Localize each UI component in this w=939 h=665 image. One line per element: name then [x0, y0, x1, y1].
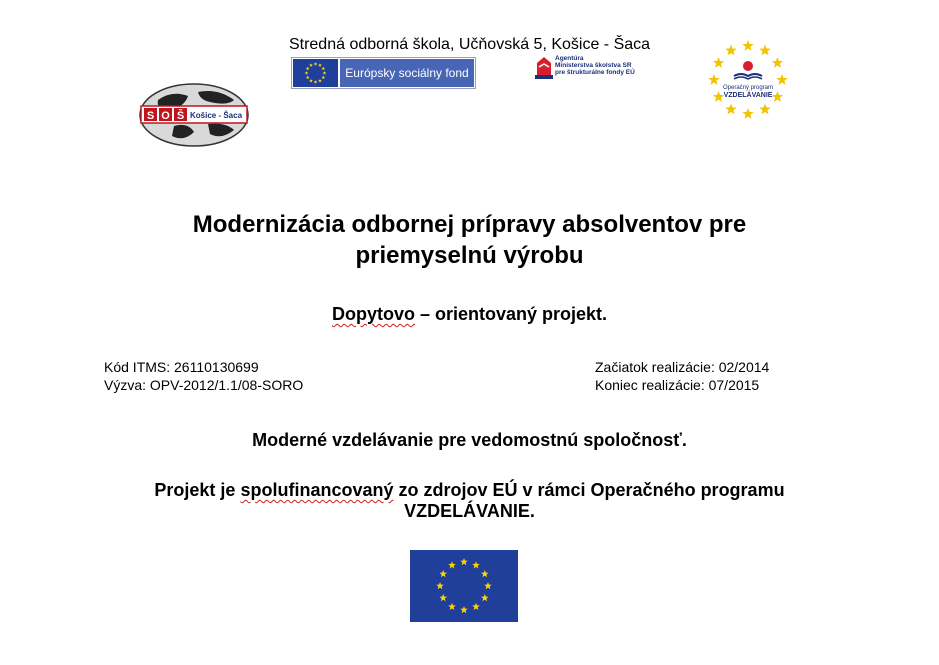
- op-star-icon: [725, 103, 736, 114]
- eu-flag-icon: [410, 550, 518, 622]
- logo-letter-o: O: [161, 110, 170, 122]
- funding-line-2: VZDELÁVANIE.: [404, 501, 535, 521]
- esf-star-icon: [314, 62, 318, 66]
- esf-star-icon: [318, 79, 322, 83]
- esf-star-icon: [318, 63, 322, 67]
- esf-logo: [291, 57, 476, 89]
- funding-part-1: Projekt je: [154, 480, 241, 500]
- esf-star-icon: [321, 76, 325, 80]
- project-subtitle: [0, 304, 939, 325]
- agency-line-1: Agentúra: [555, 55, 584, 62]
- end-date: Koniec realizácie: 07/2015: [595, 377, 760, 393]
- esf-label: Európsky sociálny fond: [340, 59, 474, 87]
- esf-flag-icon: [293, 59, 338, 87]
- op-star-icon: [713, 57, 724, 68]
- op-star-icon: [759, 45, 770, 56]
- project-title-line-1: Modernizácia odbornej prípravy absolventov pre: [192, 211, 747, 238]
- start-date: Začiatok realizácie: 02/2014: [595, 359, 770, 375]
- op-star-icon: [759, 103, 770, 114]
- project-dates: [595, 358, 769, 394]
- call-code: Výzva: OPV-2012/1.1/08-SORO: [104, 377, 304, 393]
- subtitle-rest: – orientovaný projekt.: [414, 304, 608, 324]
- agency-line-2: Ministerstva školstva SR: [555, 62, 632, 69]
- funding-part-2: spolufinancovaný: [240, 480, 394, 500]
- op-line-2: VZDELÁVANIE: [723, 92, 773, 99]
- motto: Moderné vzdelávanie pre vedomostnú spoločnosť.: [252, 430, 687, 450]
- agency-line-3: pre štrukturálne fondy EÚ: [555, 69, 635, 76]
- op-star-icon: [776, 74, 787, 85]
- op-star-icon: [742, 108, 753, 119]
- esf-star-icon: [321, 67, 325, 71]
- op-vzdelavanie-logo: [706, 40, 790, 124]
- logo-tag: Košice - Šaca: [189, 111, 243, 120]
- logo-letter-s2: Š: [176, 110, 185, 122]
- esf-star-icon: [306, 67, 310, 71]
- esf-star-icon: [306, 76, 310, 80]
- funding-part-3: zo zdrojov EÚ v rámci Operačného programu: [393, 480, 785, 500]
- agency-book-icon: [533, 55, 555, 81]
- op-line-1: Operačný program: [722, 85, 774, 91]
- esf-star-icon: [323, 71, 327, 75]
- esf-star-icon: [305, 71, 309, 75]
- agency-logo: [533, 55, 653, 87]
- school-logo: [138, 82, 250, 148]
- project-codes: [104, 358, 303, 394]
- school-name: Stredná odborná škola, Učňovská 5, Košice - Šaca: [288, 36, 651, 53]
- esf-star-icon: [309, 79, 313, 83]
- project-title-line-2: priemyselnú výrobu: [355, 242, 584, 269]
- esf-star-icon: [314, 80, 318, 84]
- op-star-icon: [772, 57, 783, 68]
- op-star-icon: [708, 74, 719, 85]
- funding-statement: [0, 480, 939, 522]
- op-star-icon: [725, 45, 736, 56]
- subtitle-word: Dopytovo: [331, 304, 415, 324]
- itms-code: Kód ITMS: 26110130699: [104, 359, 259, 375]
- op-star-icon: [742, 40, 753, 51]
- logo-letter-s: S: [146, 110, 155, 122]
- project-title: [0, 209, 939, 271]
- esf-star-icon: [309, 63, 313, 67]
